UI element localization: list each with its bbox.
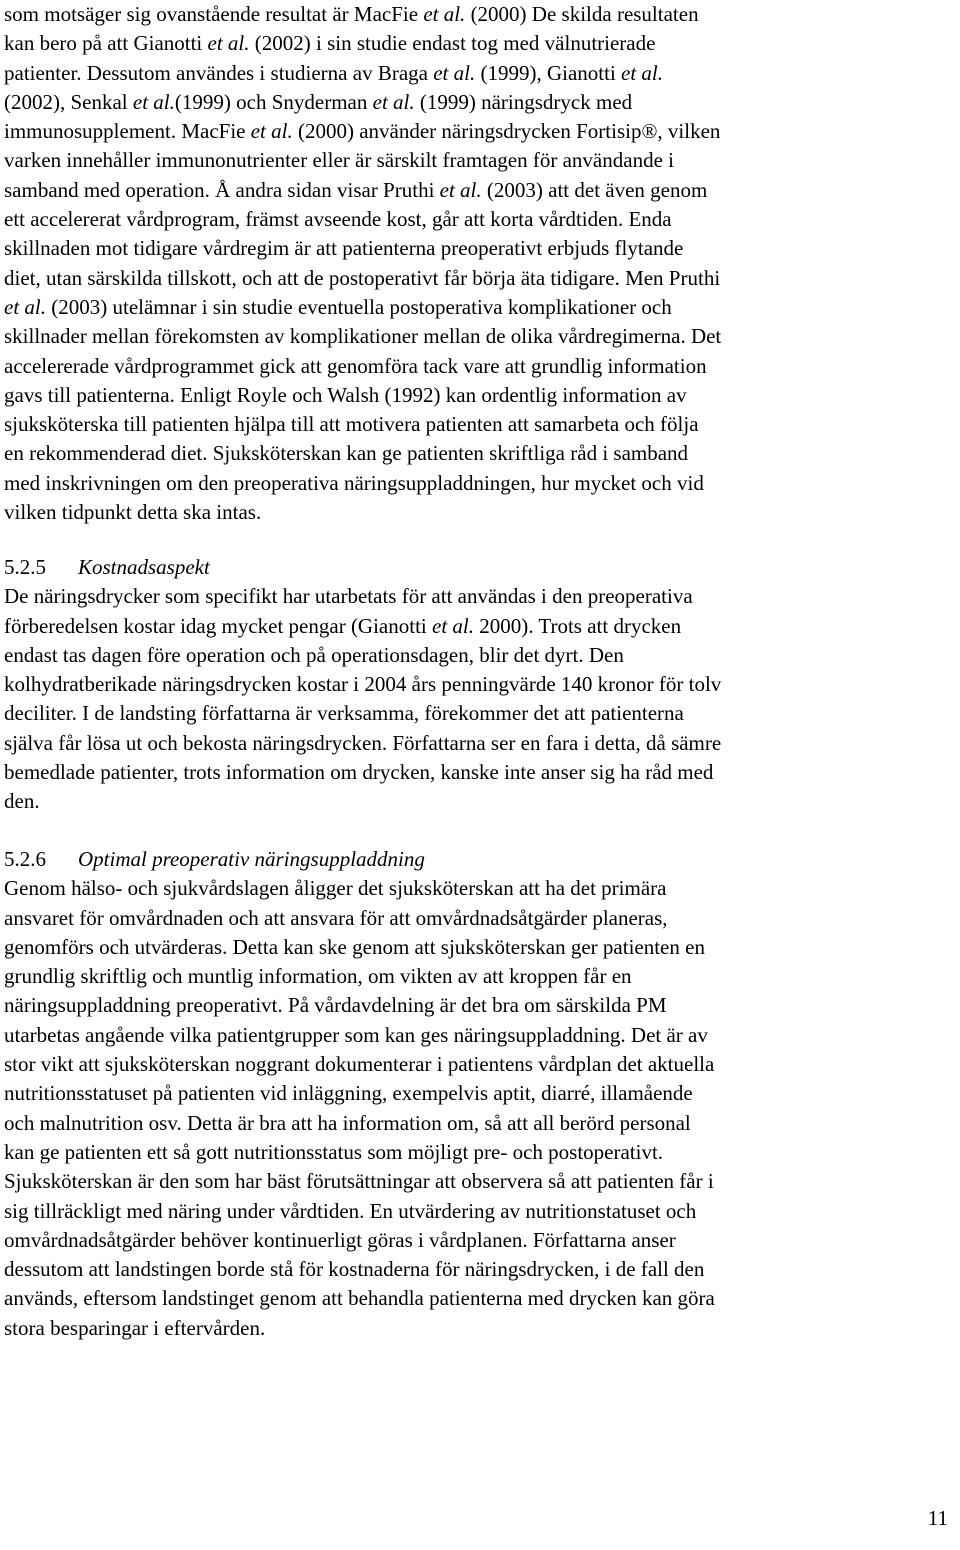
text-line: nutritionsstatuset på patienten vid inläggning, exempelvis aptit, diarré, illamående — [4, 1081, 693, 1106]
text-line: utarbetas angående vilka patientgrupper som kan ges näringsuppladdning. Det är av — [4, 1022, 708, 1047]
text-line: et al. (2003) utelämnar i sin studie eventuella postoperativa komplikationer och — [4, 294, 672, 319]
text-line: sjuksköterska till patienten hjälpa till att motivera patienten att samarbeta och följa — [4, 412, 699, 437]
text-line: vilken tidpunkt detta ska intas. — [4, 500, 262, 525]
section-optimal-preoperativ — [4, 845, 904, 1343]
text-line: stora besparingar i eftervården. — [4, 1315, 266, 1340]
text-line: sig tillräckligt med näring under vårdtiden. En utvärdering av nutritionstatuset och — [4, 1198, 697, 1223]
text-line: en rekommenderad diet. Sjuksköterskan kan ge patienten skriftliga råd i samband — [4, 441, 689, 466]
text-line: patienter. Dessutom användes i studierna av Braga et al. (1999), Gianotti et al. — [4, 60, 664, 85]
section-heading — [4, 845, 904, 874]
paragraph-continuation — [4, 0, 904, 527]
section-paragraph — [4, 582, 904, 816]
text-line: Genom hälso- och sjukvårdslagen åligger det sjuksköterskan att ha det primära — [4, 876, 667, 901]
text-line: diet, utan särskilda tillskott, och att de postoperativt får börja äta tidigare. Men Pruthi — [4, 265, 721, 290]
text-line: omvårdnadsåtgärder behöver kontinuerligt göras i vårdplanen. Författarna anser — [4, 1227, 676, 1252]
text-line: (2002), Senkal et al.(1999) och Snyderman et al. (1999) näringsdryck med — [4, 89, 633, 114]
text-line: kan ge patienten ett så gott nutritionsstatus som möjligt pre- och postoperativt. — [4, 1139, 664, 1164]
text-line: den. — [4, 789, 40, 814]
text-line: accelererade vårdprogrammet gick att genomföra tack vare att grundlig information — [4, 353, 707, 378]
section-paragraph — [4, 874, 904, 1343]
text-line: förberedelsen kostar idag mycket pengar (Gianotti et al. 2000). Trots att drycken — [4, 613, 682, 638]
text-line: dessutom att landstingen borde stå för kostnaderna för näringsdrycken, i de fall den — [4, 1257, 705, 1282]
section-title: Optimal preoperativ näringsuppladdning — [78, 847, 425, 871]
section-kostnadsaspekt — [4, 553, 904, 817]
section-title: Kostnadsaspekt — [78, 555, 210, 579]
text-line: bemedlade patienter, trots information om drycken, kanske inte anser sig ha råd med — [4, 760, 714, 785]
text-line: kan bero på att Gianotti et al. (2002) i sin studie endast tog med välnutrierade — [4, 31, 656, 56]
section-number: 5.2.5 — [4, 555, 46, 579]
text-line: ett accelererat vårdprogram, främst avseende kost, går att korta vårdtiden. Enda — [4, 207, 672, 232]
text-line: grundlig skriftlig och muntlig information, om vikten av att kroppen får en — [4, 964, 632, 989]
text-line: varken innehåller immunonutrienter eller är särskilt framtagen för användande i — [4, 148, 674, 173]
text-line: skillnader mellan förekomsten av komplikationer mellan de olika vårdregimerna. Det — [4, 324, 722, 349]
text-line: skillnaden mot tidigare vårdregim är att patienterna preoperativt erbjuds flytande — [4, 236, 684, 261]
text-line: endast tas dagen före operation och på operationsdagen, blir det dyrt. Den — [4, 642, 624, 667]
text-line: stor vikt att sjuksköterskan noggrant dokumenterar i patientens vårdplan det aktuella — [4, 1052, 715, 1077]
section-number: 5.2.6 — [4, 847, 46, 871]
text-line: själva får lösa ut och bekosta näringsdrycken. Författarna ser en fara i detta, då sämre — [4, 730, 722, 755]
page-number: 11 — [927, 1506, 948, 1530]
text-line: som motsäger sig ovanstående resultat är MacFie et al. (2000) De skilda resultaten — [4, 2, 699, 26]
text-line: och malnutrition osv. Detta är bra att ha information om, så att all berörd personal — [4, 1110, 691, 1135]
text-line: deciliter. I de landsting författarna är verksamma, förekommer det att patienterna — [4, 701, 684, 726]
text-line: De näringsdrycker som specifikt har utarbetats för att användas i den preoperativa — [4, 584, 693, 609]
text-line: används, eftersom landstinget genom att behandla patienterna med drycken kan göra — [4, 1286, 715, 1311]
text-line: näringsuppladdning preoperativt. På vårdavdelning är det bra om särskilda PM — [4, 993, 667, 1018]
text-line: Sjuksköterskan är den som har bäst förutsättningar att observera så att patienten får i — [4, 1169, 714, 1194]
text-line: kolhydratberikade näringsdrycken kostar i 2004 års penningvärde 140 kronor för tolv — [4, 672, 722, 697]
text-line: gavs till patienterna. Enligt Royle och Walsh (1992) kan ordentlig information av — [4, 382, 687, 407]
text-line: med inskrivningen om den preoperativa näringsuppladdningen, hur mycket och vid — [4, 470, 704, 495]
section-heading — [4, 553, 904, 582]
text-line: samband med operation. Å andra sidan visar Pruthi et al. (2003) att det även genom — [4, 177, 708, 202]
text-line: ansvaret för omvårdnaden och att ansvara för att omvårdnadsåtgärder planeras, — [4, 905, 668, 930]
text-line: genomförs och utvärderas. Detta kan ske genom att sjuksköterskan ger patienten en — [4, 934, 705, 959]
text-line: immunosupplement. MacFie et al. (2000) använder näringsdrycken Fortisip®, vilken — [4, 119, 721, 144]
